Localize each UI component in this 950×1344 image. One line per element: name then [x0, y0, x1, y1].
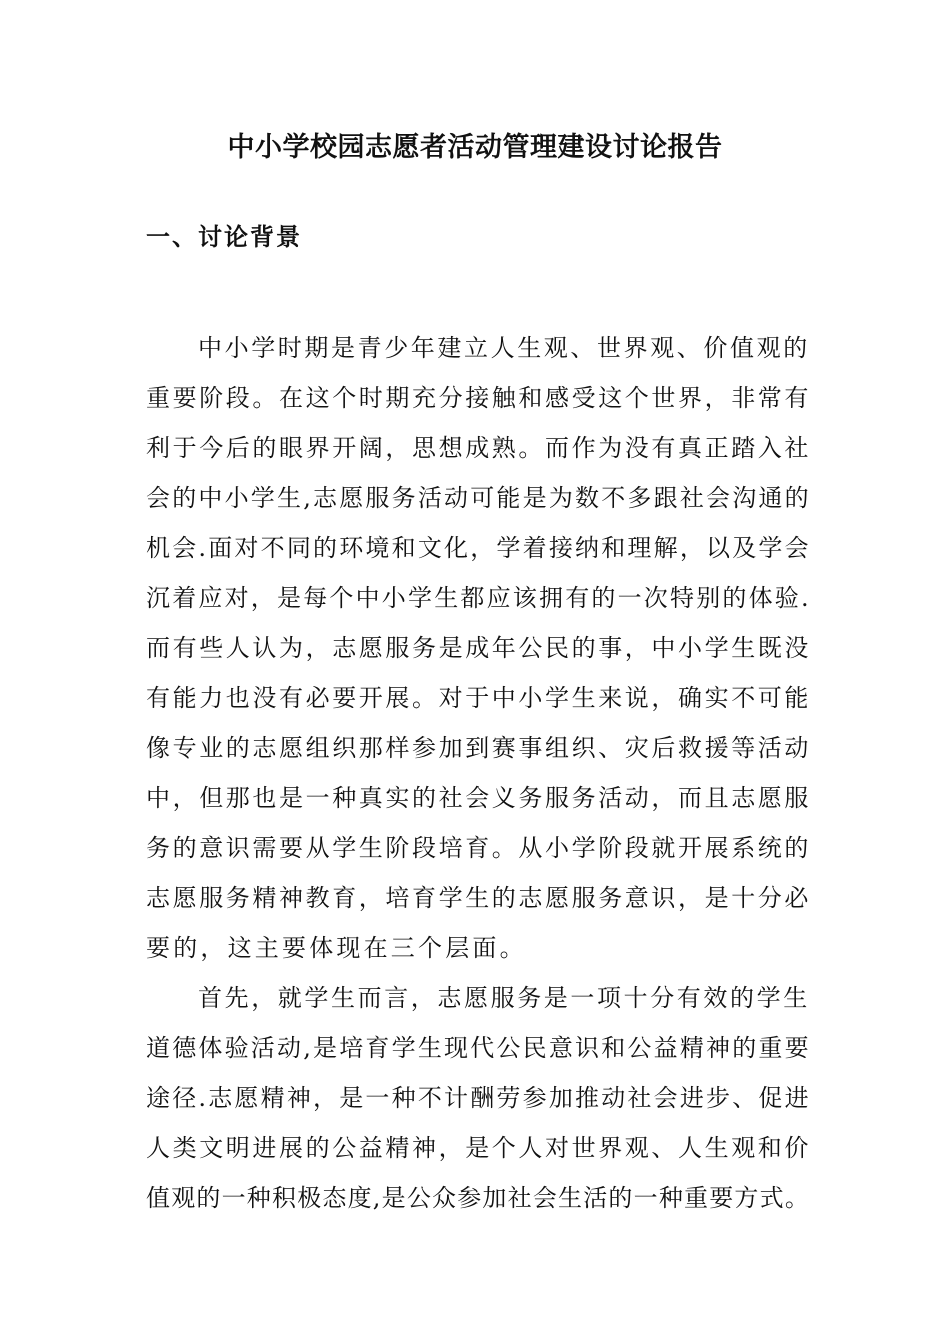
paragraph-line: 机会.面对不同的环境和文化，学着接纳和理解，以及学会 [146, 534, 811, 562]
section-heading-background: 一、讨论背景 [146, 223, 302, 251]
paragraph-line: 而有些人认为，志愿服务是成年公民的事，中小学生既没 [146, 634, 811, 662]
paragraph-line: 沉着应对，是每个中小学生都应该拥有的一次特别的体验. [146, 584, 811, 612]
paragraph-line: 中，但那也是一种真实的社会义务服务活动，而且志愿服 [146, 784, 811, 812]
paragraph-line: 有能力也没有必要开展。对于中小学生来说，确实不可能 [146, 684, 811, 712]
paragraph-line: 要的，这主要体现在三个层面。 [146, 934, 527, 962]
paragraph-line: 人类文明进展的公益精神，是个人对世界观、人生观和价 [146, 1134, 811, 1162]
paragraph-line: 利于今后的眼界开阔，思想成熟。而作为没有真正踏入社 [146, 434, 811, 462]
paragraph-line: 像专业的志愿组织那样参加到赛事组织、灾后救援等活动 [146, 734, 811, 762]
paragraph-line: 值观的一种积极态度,是公众参加社会生活的一种重要方式。 [146, 1184, 811, 1212]
paragraph-line: 会的中小学生,志愿服务活动可能是为数不多跟社会沟通的 [146, 484, 811, 512]
paragraph-line: 重要阶段。在这个时期充分接触和感受这个世界，非常有 [146, 384, 811, 412]
paragraph-line: 中小学时期是青少年建立人生观、世界观、价值观的 [198, 334, 810, 362]
paragraph-line: 途径.志愿精神，是一种不计酬劳参加推动社会进步、促进 [146, 1084, 811, 1112]
paragraph-line: 务的意识需要从学生阶段培育。从小学阶段就开展系统的 [146, 834, 811, 862]
document-title: 中小学校园志愿者活动管理建设讨论报告 [227, 132, 723, 163]
paragraph-line: 道德体验活动,是培育学生现代公民意识和公益精神的重要 [146, 1034, 811, 1062]
paragraph-line: 志愿服务精神教育，培育学生的志愿服务意识，是十分必 [146, 884, 811, 912]
paragraph-line: 首先，就学生而言，志愿服务是一项十分有效的学生 [198, 984, 810, 1012]
